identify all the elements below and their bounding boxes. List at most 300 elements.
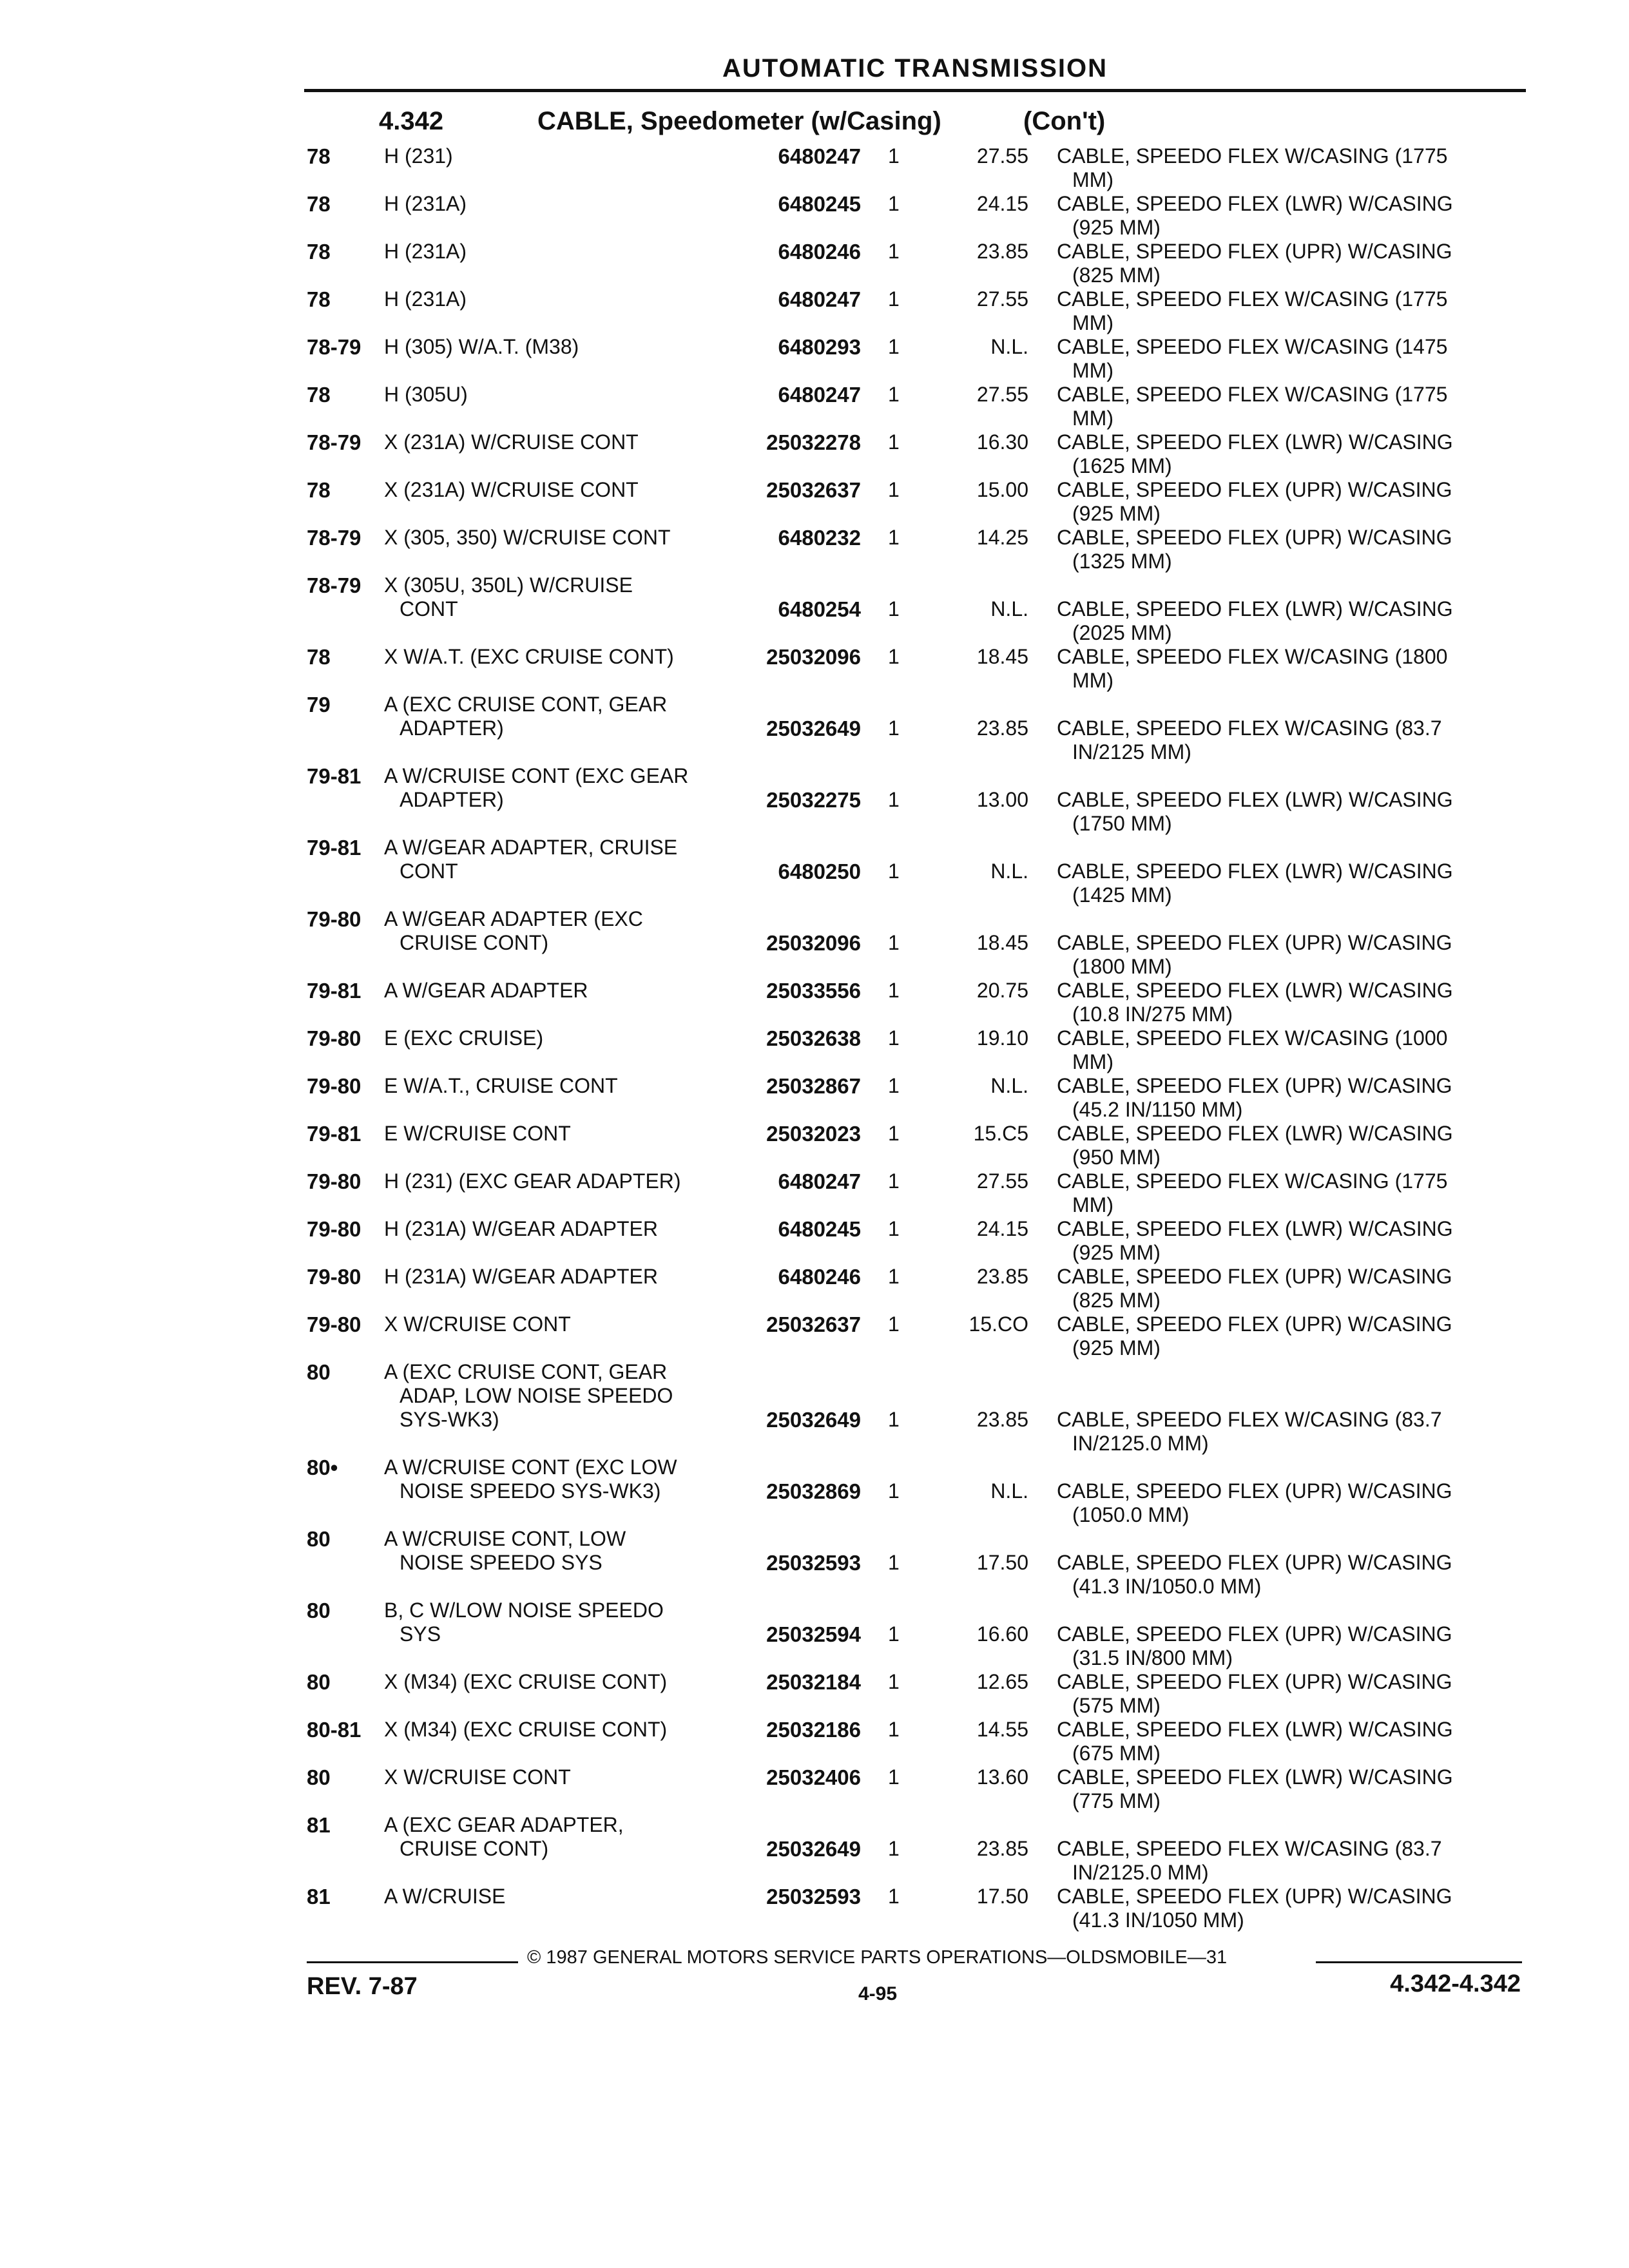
model-year: 79-80 <box>307 1169 361 1193</box>
part-number: 25032593 <box>766 1885 861 1908</box>
part-number: 6480246 <box>778 1265 861 1289</box>
description-line: (45.2 IN/1150 MM) <box>1072 1098 1243 1121</box>
description-line: CABLE, SPEEDO FLEX (UPR) W/CASING <box>1057 1885 1452 1908</box>
price: 23.85 <box>976 1408 1028 1431</box>
description-line: MM) <box>1072 168 1113 191</box>
footer-page-number: 4-95 <box>858 1983 898 2004</box>
quantity: 1 <box>888 1551 900 1574</box>
table-row <box>0 430 1629 478</box>
application-line: E W/A.T., CRUISE CONT <box>384 1074 618 1097</box>
model-year: 79-80 <box>307 1265 361 1289</box>
description-line: (925 MM) <box>1072 1241 1161 1264</box>
application-line: CONT <box>400 860 458 883</box>
description-cell <box>1057 1265 1452 1312</box>
application-line: SYS <box>400 1622 441 1646</box>
price: 14.25 <box>976 526 1028 549</box>
part-number: 25032278 <box>766 430 861 454</box>
description-cell <box>1057 860 1453 907</box>
description-line: (575 MM) <box>1072 1694 1161 1717</box>
table-row <box>0 192 1629 240</box>
application-cell <box>384 907 643 955</box>
footer-rule-right <box>1316 1961 1522 1963</box>
price: 13.60 <box>976 1765 1028 1789</box>
quantity: 1 <box>888 1312 900 1336</box>
table-row <box>0 144 1629 192</box>
description-line: CABLE, SPEEDO FLEX W/CASING (83.7 <box>1057 1408 1442 1431</box>
part-number: 6480245 <box>778 1217 861 1241</box>
quantity: 1 <box>888 430 900 454</box>
price: 20.75 <box>976 979 1028 1002</box>
part-number: 25032637 <box>766 478 861 502</box>
quantity: 1 <box>888 1265 900 1288</box>
description-line: IN/2125.0 MM) <box>1072 1861 1209 1884</box>
model-year: 78 <box>307 240 331 264</box>
price: 17.50 <box>976 1885 1028 1908</box>
table-row <box>0 1265 1629 1312</box>
application-cell <box>384 1599 664 1646</box>
application-line: X (231A) W/CRUISE CONT <box>384 478 639 501</box>
description-cell <box>1057 1312 1452 1360</box>
description-cell <box>1057 1408 1442 1456</box>
table-row <box>0 478 1629 526</box>
price: 27.55 <box>976 383 1028 406</box>
application-line: X W/CRUISE CONT <box>384 1765 571 1789</box>
price: 24.15 <box>976 192 1028 215</box>
application-line: A W/GEAR ADAPTER <box>384 979 588 1002</box>
part-number: 25032867 <box>766 1074 861 1098</box>
description-cell <box>1057 240 1452 287</box>
quantity: 1 <box>888 979 900 1002</box>
description-line: MM) <box>1072 359 1113 382</box>
quantity: 1 <box>888 1622 900 1646</box>
part-number: 25032096 <box>766 931 861 955</box>
part-number: 25032593 <box>766 1551 861 1575</box>
part-number: 6480250 <box>778 860 861 883</box>
application-cell <box>384 1026 543 1050</box>
table-row <box>0 1169 1629 1217</box>
application-cell <box>384 526 671 550</box>
price: 13.00 <box>976 788 1028 811</box>
description-cell <box>1057 645 1447 693</box>
part-number: 25032096 <box>766 645 861 669</box>
table-row <box>0 1074 1629 1122</box>
description-line: CABLE, SPEEDO FLEX (LWR) W/CASING <box>1057 1217 1453 1240</box>
price: 15.CO <box>969 1312 1028 1336</box>
application-cell <box>384 1217 658 1241</box>
application-cell <box>384 430 639 454</box>
application-cell <box>384 1074 618 1098</box>
model-year: 80• <box>307 1456 338 1479</box>
application-line: H (305) W/A.T. (M38) <box>384 335 579 358</box>
table-row <box>0 573 1629 645</box>
table-row <box>0 1599 1629 1670</box>
description-line: CABLE, SPEEDO FLEX (LWR) W/CASING <box>1057 1122 1453 1145</box>
model-year: 79-81 <box>307 836 361 860</box>
description-cell <box>1057 430 1453 478</box>
description-line: MM) <box>1072 1193 1113 1216</box>
application-line: H (305U) <box>384 383 468 406</box>
footer-section-code: 4.342-4.342 <box>1390 1970 1521 1997</box>
description-line: CABLE, SPEEDO FLEX (UPR) W/CASING <box>1057 1670 1452 1693</box>
part-number: 25032184 <box>766 1670 861 1694</box>
page-header-title: AUTOMATIC TRANSMISSION <box>722 54 1108 82</box>
description-line: (1750 MM) <box>1072 812 1172 835</box>
quantity: 1 <box>888 716 900 740</box>
application-cell <box>384 1169 681 1193</box>
price: 19.10 <box>976 1026 1028 1050</box>
section-number: 4.342 <box>379 107 444 135</box>
description-line: CABLE, SPEEDO FLEX (LWR) W/CASING <box>1057 192 1453 215</box>
application-line: X (305, 350) W/CRUISE CONT <box>384 526 671 549</box>
application-line: CONT <box>400 597 458 620</box>
model-year: 78 <box>307 383 331 407</box>
model-year: 79-80 <box>307 1074 361 1098</box>
application-line: A W/CRUISE CONT (EXC GEAR <box>384 764 689 787</box>
description-line: CABLE, SPEEDO FLEX (LWR) W/CASING <box>1057 860 1453 883</box>
description-cell <box>1057 597 1453 645</box>
description-cell <box>1057 1122 1453 1169</box>
quantity: 1 <box>888 287 900 311</box>
application-cell <box>384 287 467 311</box>
application-line: E (EXC CRUISE) <box>384 1026 544 1050</box>
table-row <box>0 383 1629 430</box>
price: 27.55 <box>976 287 1028 311</box>
model-year: 80 <box>307 1360 331 1384</box>
table-row <box>0 1527 1629 1599</box>
table-row <box>0 1885 1629 1932</box>
application-line: A (EXC GEAR ADAPTER, <box>384 1813 624 1836</box>
description-line: (10.8 IN/275 MM) <box>1072 1003 1233 1026</box>
description-cell <box>1057 979 1453 1026</box>
model-year: 79-80 <box>307 1026 361 1050</box>
price: 23.85 <box>976 240 1028 263</box>
table-row <box>0 1765 1629 1813</box>
model-year: 78 <box>307 144 331 168</box>
application-cell <box>384 1265 658 1289</box>
price: N.L. <box>990 1479 1028 1503</box>
model-year: 79-81 <box>307 1122 361 1146</box>
model-year: 80 <box>307 1670 331 1694</box>
description-line: MM) <box>1072 669 1113 692</box>
quantity: 1 <box>888 1765 900 1789</box>
application-cell <box>384 192 467 216</box>
quantity: 1 <box>888 144 900 168</box>
description-cell <box>1057 1551 1452 1599</box>
part-number: 25032275 <box>766 788 861 812</box>
description-line: CABLE, SPEEDO FLEX W/CASING (1000 <box>1057 1026 1448 1050</box>
description-line: (41.3 IN/1050.0 MM) <box>1072 1575 1262 1598</box>
price: N.L. <box>990 335 1028 358</box>
description-line: CABLE, SPEEDO FLEX (LWR) W/CASING <box>1057 788 1453 811</box>
table-row <box>0 240 1629 287</box>
application-line: A W/CRUISE CONT (EXC LOW <box>384 1456 677 1479</box>
description-line: CABLE, SPEEDO FLEX (LWR) W/CASING <box>1057 979 1453 1002</box>
application-line: ADAPTER) <box>400 716 504 740</box>
description-line: CABLE, SPEEDO FLEX W/CASING (1475 <box>1057 335 1448 358</box>
table-row <box>0 1670 1629 1718</box>
application-cell <box>384 1456 677 1503</box>
price: 24.15 <box>976 1217 1028 1240</box>
description-line: (925 MM) <box>1072 1336 1161 1360</box>
price: 23.85 <box>976 716 1028 740</box>
description-line: CABLE, SPEEDO FLEX (UPR) W/CASING <box>1057 1074 1452 1097</box>
description-cell <box>1057 287 1447 335</box>
model-year: 78-79 <box>307 573 361 597</box>
price: 17.50 <box>976 1551 1028 1574</box>
description-line: (1325 MM) <box>1072 550 1172 573</box>
part-number: 25032638 <box>766 1026 861 1050</box>
application-cell <box>384 836 677 883</box>
description-line: CABLE, SPEEDO FLEX W/CASING (83.7 <box>1057 1837 1442 1860</box>
application-line: H (231A) <box>384 240 467 263</box>
description-cell <box>1057 192 1453 240</box>
application-line: X W/CRUISE CONT <box>384 1312 571 1336</box>
model-year: 78 <box>307 287 331 311</box>
application-line: ADAP, LOW NOISE SPEEDO <box>400 1384 673 1407</box>
description-line: CABLE, SPEEDO FLEX (LWR) W/CASING <box>1057 597 1453 620</box>
application-line: H (231A) W/GEAR ADAPTER <box>384 1217 658 1240</box>
footer-rule-left <box>307 1961 518 1963</box>
quantity: 1 <box>888 240 900 263</box>
quantity: 1 <box>888 1122 900 1145</box>
description-cell <box>1057 1670 1452 1718</box>
description-line: (1625 MM) <box>1072 454 1172 477</box>
application-line: X W/A.T. (EXC CRUISE CONT) <box>384 645 674 668</box>
model-year: 79-80 <box>307 1312 361 1336</box>
table-row <box>0 979 1629 1026</box>
price: 14.55 <box>976 1718 1028 1741</box>
part-number: 6480247 <box>778 383 861 407</box>
price: N.L. <box>990 860 1028 883</box>
part-number: 6480247 <box>778 144 861 168</box>
application-line: H (231) (EXC GEAR ADAPTER) <box>384 1169 681 1193</box>
footer-revision: REV. 7-87 <box>307 1973 418 2000</box>
description-cell <box>1057 526 1452 573</box>
quantity: 1 <box>888 1074 900 1097</box>
quantity: 1 <box>888 1837 900 1860</box>
price: N.L. <box>990 1074 1028 1097</box>
description-line: (2025 MM) <box>1072 621 1172 644</box>
description-line: CABLE, SPEEDO FLEX (UPR) W/CASING <box>1057 526 1452 549</box>
description-line: CABLE, SPEEDO FLEX (LWR) W/CASING <box>1057 1718 1453 1741</box>
description-cell <box>1057 1885 1452 1932</box>
application-line: H (231) <box>384 144 453 168</box>
description-line: CABLE, SPEEDO FLEX (UPR) W/CASING <box>1057 1265 1452 1288</box>
price: 16.30 <box>976 430 1028 454</box>
price: 23.85 <box>976 1265 1028 1288</box>
part-number: 6480293 <box>778 335 861 359</box>
quantity: 1 <box>888 931 900 954</box>
description-cell <box>1057 716 1442 764</box>
description-line: (925 MM) <box>1072 502 1161 525</box>
model-year: 78-79 <box>307 335 361 359</box>
application-cell <box>384 383 468 407</box>
description-line: CABLE, SPEEDO FLEX (UPR) W/CASING <box>1057 1479 1452 1503</box>
application-cell <box>384 1360 673 1432</box>
table-row <box>0 1360 1629 1456</box>
description-cell <box>1057 1718 1453 1765</box>
description-line: (825 MM) <box>1072 1289 1161 1312</box>
table-row <box>0 1718 1629 1765</box>
description-line: CABLE, SPEEDO FLEX W/CASING (1775 <box>1057 287 1448 311</box>
application-line: A W/CRUISE CONT, LOW <box>384 1527 626 1550</box>
application-cell <box>384 240 467 264</box>
quantity: 1 <box>888 1885 900 1908</box>
quantity: 1 <box>888 1217 900 1240</box>
description-cell <box>1057 1026 1447 1074</box>
application-line: H (231A) <box>384 192 467 215</box>
model-year: 79-80 <box>307 907 361 931</box>
description-line: CABLE, SPEEDO FLEX W/CASING (1775 <box>1057 1169 1448 1193</box>
description-line: CABLE, SPEEDO FLEX W/CASING (1800 <box>1057 645 1448 668</box>
application-line: A W/GEAR ADAPTER (EXC <box>384 907 643 930</box>
model-year: 81 <box>307 1813 331 1837</box>
table-row <box>0 287 1629 335</box>
application-line: X (M34) (EXC CRUISE CONT) <box>384 1718 668 1741</box>
part-number: 25032649 <box>766 1837 861 1861</box>
description-line: IN/2125.0 MM) <box>1072 1432 1209 1455</box>
table-row <box>0 764 1629 836</box>
application-line: CRUISE CONT) <box>400 1837 549 1860</box>
description-cell <box>1057 144 1447 192</box>
model-year: 78 <box>307 645 331 669</box>
quantity: 1 <box>888 1408 900 1431</box>
description-line: (950 MM) <box>1072 1146 1161 1169</box>
part-number: 25032869 <box>766 1479 861 1503</box>
table-row <box>0 335 1629 383</box>
quantity: 1 <box>888 526 900 549</box>
description-line: CABLE, SPEEDO FLEX (UPR) W/CASING <box>1057 1312 1452 1336</box>
description-line: CABLE, SPEEDO FLEX (UPR) W/CASING <box>1057 478 1452 501</box>
price: N.L. <box>990 597 1028 620</box>
model-year: 78-79 <box>307 526 361 550</box>
application-line: B, C W/LOW NOISE SPEEDO <box>384 1599 664 1622</box>
application-line: H (231A) <box>384 287 467 311</box>
description-line: (925 MM) <box>1072 216 1161 239</box>
application-line: A (EXC CRUISE CONT, GEAR <box>384 1360 668 1383</box>
application-cell <box>384 1312 571 1336</box>
table-row <box>0 1312 1629 1360</box>
application-cell <box>384 335 579 359</box>
quantity: 1 <box>888 860 900 883</box>
application-line: CRUISE CONT) <box>400 931 549 954</box>
part-number: 6480254 <box>778 597 861 621</box>
description-line: CABLE, SPEEDO FLEX (UPR) W/CASING <box>1057 1551 1452 1574</box>
description-line: CABLE, SPEEDO FLEX W/CASING (83.7 <box>1057 716 1442 740</box>
part-number: 25032594 <box>766 1622 861 1646</box>
table-row <box>0 693 1629 764</box>
application-line: E W/CRUISE CONT <box>384 1122 571 1145</box>
application-line: H (231A) W/GEAR ADAPTER <box>384 1265 658 1288</box>
description-line: (675 MM) <box>1072 1742 1161 1765</box>
description-cell <box>1057 1765 1453 1813</box>
description-line: (825 MM) <box>1072 264 1161 287</box>
description-line: CABLE, SPEEDO FLEX W/CASING (1775 <box>1057 383 1448 406</box>
table-row <box>0 526 1629 573</box>
description-line: CABLE, SPEEDO FLEX (UPR) W/CASING <box>1057 1622 1452 1646</box>
description-cell <box>1057 1479 1452 1527</box>
description-line: (31.5 IN/800 MM) <box>1072 1646 1233 1669</box>
model-year: 80 <box>307 1527 331 1551</box>
part-number: 25032649 <box>766 1408 861 1432</box>
quantity: 1 <box>888 645 900 668</box>
description-line: CABLE, SPEEDO FLEX (UPR) W/CASING <box>1057 931 1452 954</box>
part-number: 6480247 <box>778 287 861 311</box>
description-cell <box>1057 931 1452 979</box>
quantity: 1 <box>888 335 900 358</box>
model-year: 79-80 <box>307 1217 361 1241</box>
table-row <box>0 1122 1629 1169</box>
application-line: X (M34) (EXC CRUISE CONT) <box>384 1670 668 1693</box>
application-cell <box>384 645 674 669</box>
description-line: (1425 MM) <box>1072 883 1172 907</box>
description-cell <box>1057 1074 1452 1122</box>
quantity: 1 <box>888 1169 900 1193</box>
part-number: 25033556 <box>766 979 861 1003</box>
description-line: (1050.0 MM) <box>1072 1503 1190 1526</box>
part-number: 25032649 <box>766 716 861 740</box>
price: 15.00 <box>976 478 1028 501</box>
application-cell <box>384 1718 667 1742</box>
part-number: 6480247 <box>778 1169 861 1193</box>
description-line: MM) <box>1072 407 1113 430</box>
price: 27.55 <box>976 1169 1028 1193</box>
model-year: 79-81 <box>307 979 361 1003</box>
description-line: (1800 MM) <box>1072 955 1172 978</box>
model-year: 80 <box>307 1765 331 1789</box>
model-year: 80-81 <box>307 1718 361 1742</box>
quantity: 1 <box>888 383 900 406</box>
application-line: NOISE SPEEDO SYS <box>400 1551 602 1574</box>
quantity: 1 <box>888 1479 900 1503</box>
price: 27.55 <box>976 144 1028 168</box>
table-row <box>0 836 1629 907</box>
application-cell <box>384 1670 667 1694</box>
quantity: 1 <box>888 788 900 811</box>
application-cell <box>384 693 667 740</box>
part-number: 25032637 <box>766 1312 861 1336</box>
description-line: MM) <box>1072 311 1113 334</box>
price: 12.65 <box>976 1670 1028 1693</box>
application-cell <box>384 1813 624 1861</box>
section-continued-label: (Con't) <box>1023 107 1106 135</box>
description-line: CABLE, SPEEDO FLEX W/CASING (1775 <box>1057 144 1448 168</box>
model-year: 78 <box>307 478 331 502</box>
description-line: IN/2125 MM) <box>1072 740 1191 764</box>
application-cell <box>384 1765 571 1789</box>
price: 23.85 <box>976 1837 1028 1860</box>
part-number: 25032186 <box>766 1718 861 1742</box>
price: 18.45 <box>976 931 1028 954</box>
description-cell <box>1057 1169 1447 1217</box>
description-line: CABLE, SPEEDO FLEX (LWR) W/CASING <box>1057 430 1453 454</box>
footer-copyright: © 1987 GENERAL MOTORS SERVICE PARTS OPERATIONS—OLDSMOBILE—31 <box>527 1947 1228 1968</box>
table-row <box>0 1456 1629 1527</box>
description-cell <box>1057 1622 1452 1670</box>
application-cell <box>384 1122 571 1146</box>
price: 18.45 <box>976 645 1028 668</box>
price: 16.60 <box>976 1622 1028 1646</box>
table-row <box>0 1813 1629 1885</box>
description-cell <box>1057 1837 1442 1885</box>
quantity: 1 <box>888 1026 900 1050</box>
description-cell <box>1057 335 1447 383</box>
description-line: CABLE, SPEEDO FLEX (UPR) W/CASING <box>1057 240 1452 263</box>
part-number: 6480232 <box>778 526 861 550</box>
description-cell <box>1057 383 1447 430</box>
part-number: 25032406 <box>766 1765 861 1789</box>
model-year: 80 <box>307 1599 331 1622</box>
